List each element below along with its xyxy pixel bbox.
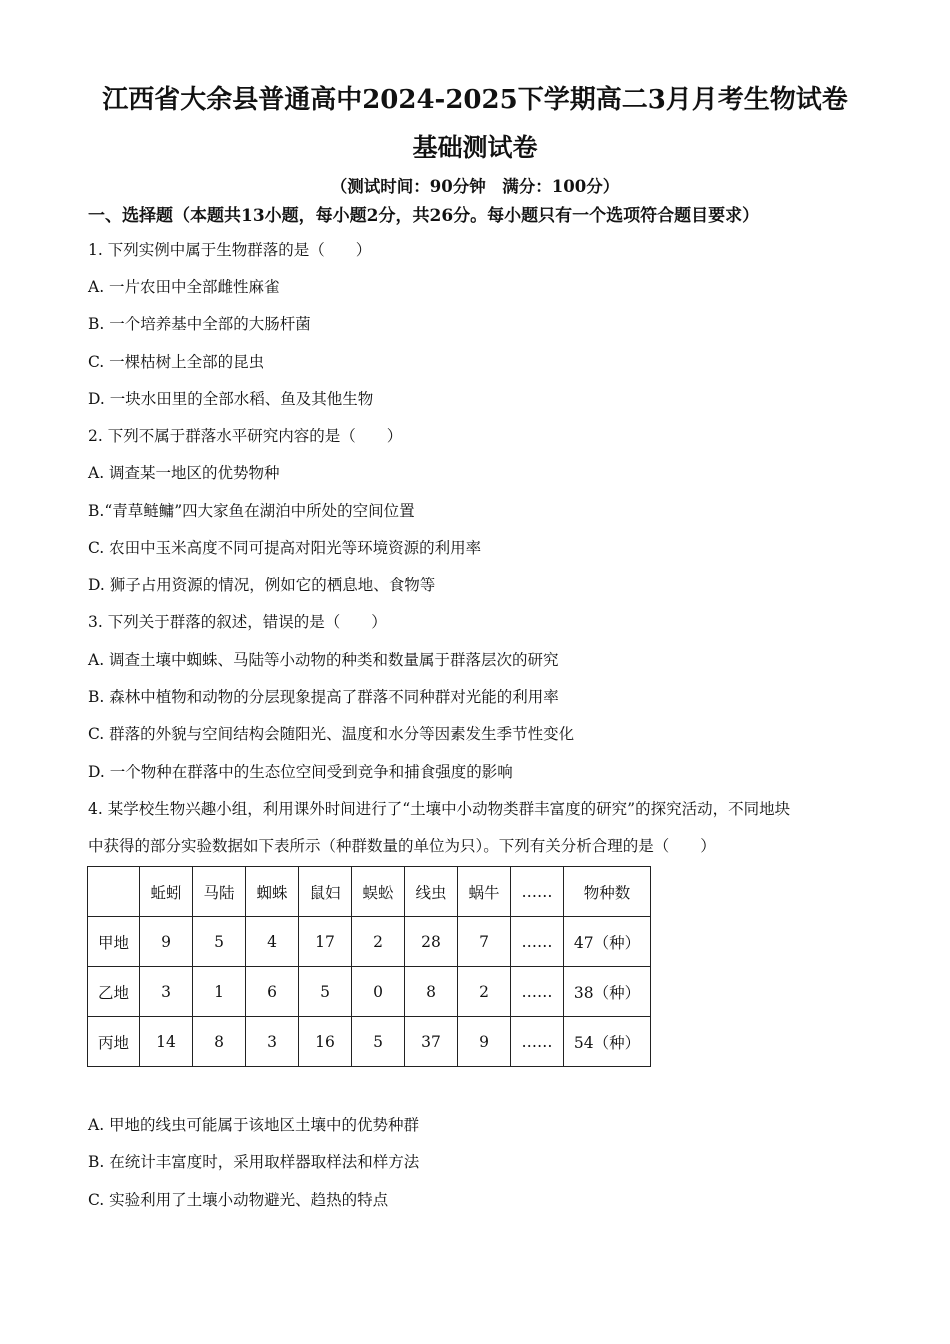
table-cell: 5 <box>352 1017 405 1067</box>
question-1-option-d: D. 一块水田里的全部水稻、鱼及其他生物 <box>88 390 374 408</box>
table-cell: 乙地 <box>88 967 140 1017</box>
table-cell: …… <box>511 1017 564 1067</box>
table-cell: 3 <box>140 967 193 1017</box>
table-cell: 0 <box>352 967 405 1017</box>
table-header-cell: 物种数 <box>564 867 651 917</box>
soil-animal-table <box>87 866 651 1067</box>
table-cell: 8 <box>405 967 458 1017</box>
question-4-stem-line2: 中获得的部分实验数据如下表所示（种群数量的单位为只）。下列有关分析合理的是（ ） <box>88 837 716 855</box>
table-header-cell: 线虫 <box>405 867 458 917</box>
table-cell: 丙地 <box>88 1017 140 1067</box>
question-4-stem-line1: 4. 某学校生物兴趣小组，利用课外时间进行了“土壤中小动物类群丰富度的研究”的探究活动，不同地块 <box>88 800 791 818</box>
question-3-option-d: D. 一个物种在群落中的生态位空间受到竞争和捕食强度的影响 <box>88 763 513 781</box>
question-2-option-d: D. 狮子占用资源的情况，例如它的栖息地、食物等 <box>88 576 436 594</box>
table-header-cell: 蜈蚣 <box>352 867 405 917</box>
table-cell: 甲地 <box>88 917 140 967</box>
question-4-option-b: B. 在统计丰富度时，采用取样器取样法和样方法 <box>88 1153 420 1171</box>
exam-info: （测试时间：90分钟 满分：100分） <box>330 177 620 196</box>
question-4-option-c: C. 实验利用了土壤小动物避光、趋热的特点 <box>88 1191 389 1209</box>
table-cell: 54（种） <box>564 1017 651 1067</box>
table-cell: 28 <box>405 917 458 967</box>
table-cell: 1 <box>193 967 246 1017</box>
table-cell: 5 <box>193 917 246 967</box>
table-cell: 14 <box>140 1017 193 1067</box>
table-header-cell <box>88 867 140 917</box>
exam-title: 江西省大余县普通高中2024-2025下学期高二3月月考生物试卷 <box>102 85 848 115</box>
question-2-option-b: B.“青草鲢鳙”四大家鱼在湖泊中所处的空间位置 <box>88 502 415 520</box>
table-header-cell: 蜗牛 <box>458 867 511 917</box>
question-3-option-b: B. 森林中植物和动物的分层现象提高了群落不同种群对光能的利用率 <box>88 688 559 706</box>
table-cell: 8 <box>193 1017 246 1067</box>
question-1-stem: 1. 下列实例中属于生物群落的是（ ） <box>88 241 372 259</box>
table-cell: 47（种） <box>564 917 651 967</box>
question-3-option-c: C. 群落的外貌与空间结构会随阳光、温度和水分等因素发生季节性变化 <box>88 725 575 743</box>
table-header-cell: …… <box>511 867 564 917</box>
table-row <box>88 1017 651 1067</box>
table-cell: 37 <box>405 1017 458 1067</box>
exam-subtitle: 基础测试卷 <box>412 133 538 162</box>
table-cell: 16 <box>299 1017 352 1067</box>
table-cell: …… <box>511 967 564 1017</box>
table-cell: 3 <box>246 1017 299 1067</box>
table-header-cell: 蜘蛛 <box>246 867 299 917</box>
question-2-option-a: A. 调查某一地区的优势物种 <box>88 464 280 482</box>
table-cell: 4 <box>246 917 299 967</box>
question-1-option-b: B. 一个培养基中全部的大肠杆菌 <box>88 315 311 333</box>
table-cell: 5 <box>299 967 352 1017</box>
table-cell: 2 <box>352 917 405 967</box>
question-4-option-a: A. 甲地的线虫可能属于该地区土壤中的优势种群 <box>88 1116 420 1134</box>
table-header-cell: 蚯蚓 <box>140 867 193 917</box>
table-cell: 7 <box>458 917 511 967</box>
question-2-stem: 2. 下列不属于群落水平研究内容的是（ ） <box>88 427 403 445</box>
table-header-cell: 鼠妇 <box>299 867 352 917</box>
table-cell: …… <box>511 917 564 967</box>
table-cell: 9 <box>458 1017 511 1067</box>
section-heading: 一、选择题（本题共13小题，每小题2分，共26分。每小题只有一个选项符合题目要求） <box>88 206 760 226</box>
table-cell: 6 <box>246 967 299 1017</box>
table-cell: 38（种） <box>564 967 651 1017</box>
table-header-cell: 马陆 <box>193 867 246 917</box>
table-row <box>88 967 651 1017</box>
question-1-option-a: A. 一片农田中全部雌性麻雀 <box>88 278 280 296</box>
table-header-row <box>88 867 651 917</box>
table-row <box>88 917 651 967</box>
table-cell: 2 <box>458 967 511 1017</box>
question-3-stem: 3. 下列关于群落的叙述，错误的是（ ） <box>88 613 387 631</box>
table-cell: 9 <box>140 917 193 967</box>
question-3-option-a: A. 调查土壤中蜘蛛、马陆等小动物的种类和数量属于群落层次的研究 <box>88 651 559 669</box>
question-2-option-c: C. 农田中玉米高度不同可提高对阳光等环境资源的利用率 <box>88 539 482 557</box>
table-cell: 17 <box>299 917 352 967</box>
question-1-option-c: C. 一棵枯树上全部的昆虫 <box>88 353 265 371</box>
